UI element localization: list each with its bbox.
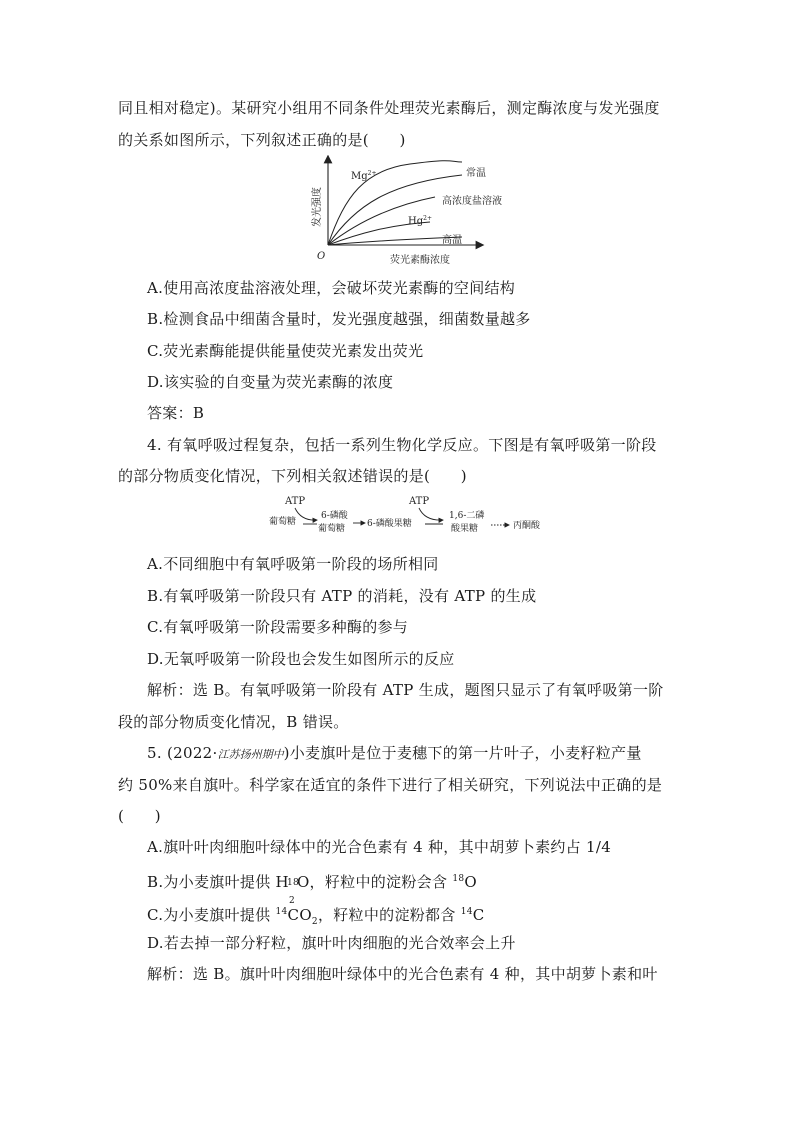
fbp-top: 1,6-二磷 bbox=[449, 511, 485, 521]
option-d: D.无氧呼吸第一阶段也会发生如图所示的反应 bbox=[147, 650, 455, 668]
g6p-top: 6-磷酸 bbox=[321, 511, 348, 521]
option-a: A.不同细胞中有氧呼吸第一阶段的场所相同 bbox=[147, 555, 439, 573]
question-5: 5. (2022·江苏扬州期中)小麦旗叶是位于麦穗下的第一片叶子，小麦籽粒产量 bbox=[147, 744, 642, 762]
question-4: 4. 有氧呼吸过程复杂，包括一系列生物化学反应。下图是有氧呼吸第一阶段 bbox=[147, 436, 657, 454]
option-b: B.有氧呼吸第一阶段只有 ATP 的消耗，没有 ATP 的生成 bbox=[147, 587, 537, 605]
y-axis-label: 发光强度 bbox=[312, 187, 323, 227]
glucose: 葡萄糖 bbox=[269, 517, 297, 527]
text-line: 同且相对稳定)。某研究小组用不同条件处理荧光素酶后，测定酶浓度与发光强度 bbox=[118, 99, 660, 117]
text-line: 约 50%来自旗叶。科学家在适宜的条件下进行了相关研究，下列说法中正确的是 bbox=[118, 776, 663, 794]
arrow-3 bbox=[419, 508, 443, 520]
luminescence-chart bbox=[290, 155, 530, 270]
option-c: C.荧光素酶能提供能量使荧光素发出荧光 bbox=[147, 342, 424, 360]
atp-2: ATP bbox=[409, 496, 430, 507]
label-mg: $Mg^{2+}$ bbox=[351, 170, 377, 182]
option-d: D.该实验的自变量为荧光素酶的浓度 bbox=[147, 373, 394, 391]
text-line: 的关系如图所示，下列叙述正确的是( ) bbox=[118, 131, 406, 149]
option-b: B.检测食品中细菌含量时，发光强度越强，细菌数量越多 bbox=[147, 310, 531, 328]
option-a: A.使用高浓度盐溶液处理，会破坏荧光素酶的空间结构 bbox=[147, 279, 516, 297]
label-hg: $Hg^{2+}$ bbox=[408, 215, 432, 227]
f6p: 6-磷酸果糖 bbox=[367, 519, 412, 529]
pyruvate: 丙酮酸 bbox=[513, 521, 541, 531]
option-c: C.为小麦旗叶提供 $^{14}CO_2$，籽粒中的淀粉都含 $^{14}$C bbox=[147, 906, 485, 927]
text-line: 段的部分物质变化情况，B 错误。 bbox=[118, 713, 349, 731]
label-salt: 高浓度盐溶液 bbox=[442, 196, 502, 207]
glycolysis-pathway-diagram bbox=[265, 488, 575, 546]
option-a: A.旗叶叶肉细胞叶绿体中的光合色素有 4 种，其中胡萝卜素约占 1/4 bbox=[147, 838, 612, 856]
option-c: C.有氧呼吸第一阶段需要多种酶的参与 bbox=[147, 618, 409, 636]
label-room: 常温 bbox=[466, 168, 486, 179]
source-note: 江苏扬州期中 bbox=[217, 748, 284, 761]
explanation: 解析：选 B。有氧呼吸第一阶段有 ATP 生成，题图只显示了有氧呼吸第一阶 bbox=[147, 681, 664, 699]
text-line: 的部分物质变化情况，下列相关叙述错误的是( ) bbox=[118, 467, 467, 485]
x-axis-label: 荧光素酶浓度 bbox=[390, 255, 450, 266]
option-d: D.若去掉一部分籽粒，旗叶叶肉细胞的光合效率会上升 bbox=[147, 934, 516, 952]
text-line: ( ) bbox=[118, 807, 161, 825]
label-high: 高温 bbox=[442, 235, 462, 246]
option-b: B.为小麦旗叶提供 H 18 2 O，籽粒中的淀粉会含 $^{18}$O bbox=[147, 873, 477, 906]
g6p-bottom: 葡萄糖 bbox=[318, 524, 346, 534]
origin-label: O bbox=[317, 251, 326, 262]
atp-1: ATP bbox=[285, 496, 306, 507]
answer: 答案：B bbox=[147, 404, 205, 422]
fbp-bottom: 酸果糖 bbox=[451, 524, 479, 534]
arrow-1 bbox=[295, 508, 317, 520]
explanation: 解析：选 B。旗叶叶肉细胞叶绿体中的光合色素有 4 种，其中胡萝卜素和叶 bbox=[147, 965, 658, 983]
